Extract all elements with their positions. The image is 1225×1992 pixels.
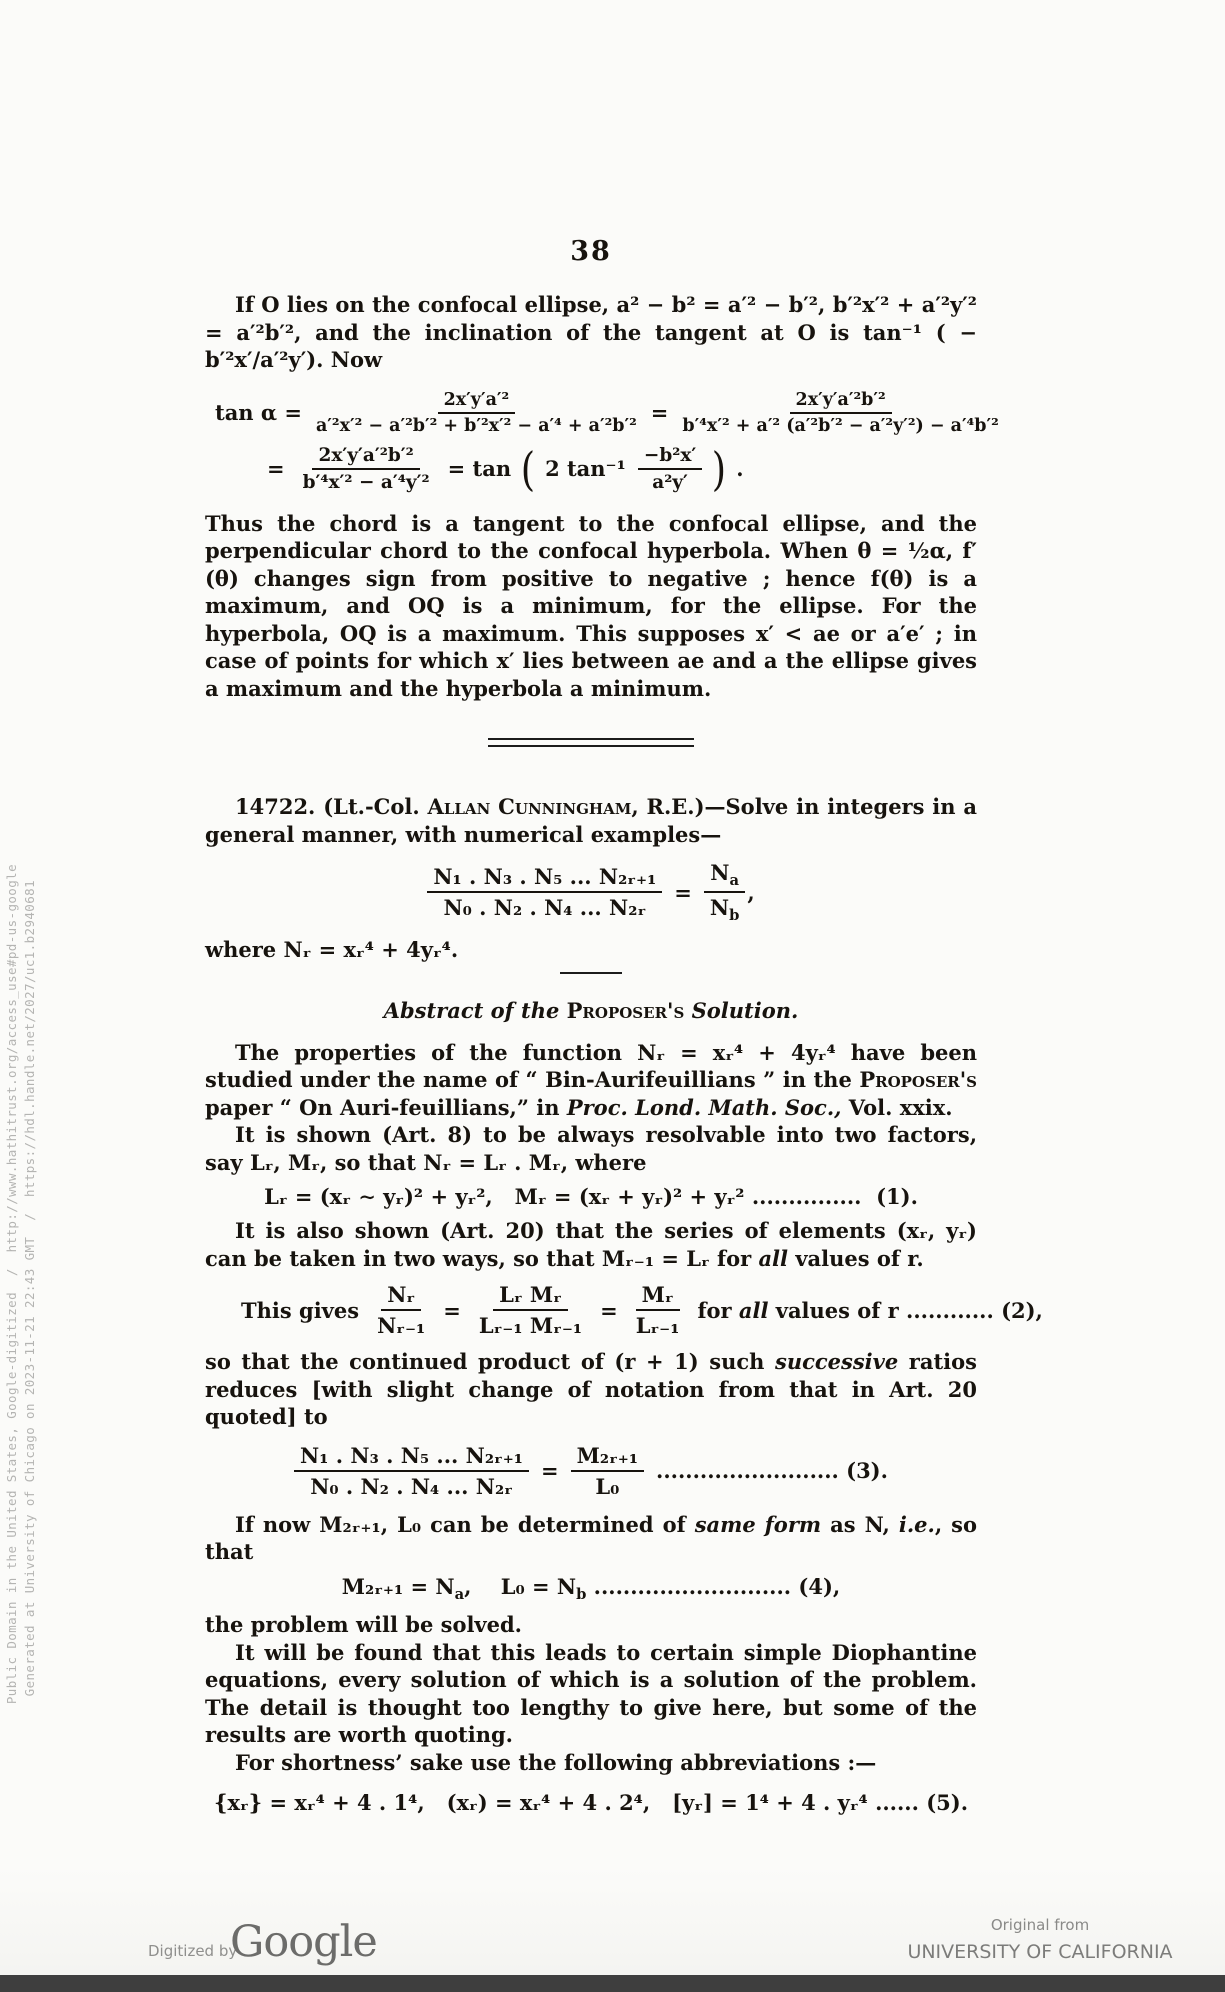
fraction: $\frac{\text{Mᵣ}}{\text{Lᵣ₋₁}}$ <box>635 1282 680 1339</box>
fraction: $\frac{\text{2x′y′a′²b′²}}{\text{b′⁴x′² + a′² (a′²b′² − a′²y′²) − a′⁴b′²}}$ <box>682 389 999 436</box>
paragraph-if-now: If now M₂ᵣ₊₁, L₀ can be determined of same form as N, i.e., so that <box>205 1511 978 1565</box>
proposer-smallcaps: Proposer's <box>566 997 685 1023</box>
open-paren: ( <box>520 441 536 496</box>
page-content-column <box>205 236 1043 1816</box>
paragraph-also-shown: It is also shown (Art. 20) that the series of elements (xᵣ, yᵣ) can be taken in two ways, so that Mᵣ₋₁ = Lᵣ for all values of r. <box>205 1218 977 1271</box>
dotted-leader-label: ......................... (3). <box>656 1458 888 1484</box>
equation-4: M₂ᵣ₊₁ = $N_a$, $L_0 = N_b$ ........................... (4), <box>341 1573 841 1604</box>
fraction: $\frac{N_a}{N_b}$ <box>704 860 745 924</box>
paragraph-problem-solved: the problem will be solved. <box>205 1612 522 1638</box>
problem-number: 14722. <box>235 794 316 819</box>
author-name: Allan Cunningham <box>427 794 632 819</box>
equals-sign: = <box>267 456 285 481</box>
equation-tan-alpha-line2 <box>205 442 977 496</box>
equals-sign: = <box>443 1297 461 1323</box>
equals-sign: = <box>600 1297 618 1323</box>
fraction: $\frac{\text{Nᵣ}}{\text{Nᵣ₋₁}}$ <box>377 1282 426 1339</box>
equation-problem-statement <box>205 860 977 924</box>
digitized-by-label: Digitized by <box>148 1942 238 1960</box>
equation-tan-alpha-line1 <box>205 389 999 436</box>
paragraph-thus-the-chord: Thus the chord is a tangent to the confocal ellipse, and the perpendicular chord to the confocal hyperbola. When θ = ½α, f′(θ) changes sign from positive to negative ; hence f(θ) is a maximum, and OQ is a minimum, for the ellipse. For the hyperbola, OQ is a maximum. This supposes x′ < ae or a′e′ ; in case of points for which x′ lies between ae and a the ellipse gives a maximum and the hyperbola a minimum. <box>205 510 977 701</box>
paragraph-diophantine: It will be found that this leads to certain simple Diophantine equations, every solution of which is a solution of the problem. The detail is thought too lengthy to give here, but some of the results are worth quoting. <box>205 1639 977 1748</box>
paragraph-it-is-shown: It is shown (Art. 8) to be always resolvable into two factors, say Lᵣ, Mᵣ, so that Nᵣ = Lᵣ . Mᵣ, where <box>205 1122 977 1175</box>
public-domain-provenance-text: Public Domain in the United States, Google-digitized / http://www.hathitrust.org/access_use#pd-us-google <box>4 863 19 1704</box>
eq2-lead: This gives <box>241 1297 360 1323</box>
eq2-tail: for all values of r ............ (2), <box>697 1297 1043 1323</box>
fraction: −b²x′ a²y′ <box>638 445 702 493</box>
equals-tan: = tan <box>447 456 512 481</box>
google-logo: Google <box>230 1917 377 1967</box>
generated-timestamp-handle-text: Generated at University of Chicago on 2023-11-21 22:43 GMT / https://hdl.handle.net/2027/uc1.b2940681 <box>22 879 37 1696</box>
page-number: 38 <box>570 236 612 267</box>
fraction: $\frac{\text{M₂ᵣ₊₁}}{\text{L₀}}$ <box>571 1443 644 1499</box>
fraction: $\frac{\text{2x′y′a′²}}{\text{a′²x′² − a′²b′² + b′²x′² − a′⁴ + a′²b′²}}$ <box>315 389 637 436</box>
scan-bottom-edge <box>0 1975 1225 1992</box>
comma: , <box>747 879 755 905</box>
fraction: $\frac{\text{2x′y′a′²b′²}}{\text{b′⁴x′² − a′⁴y′²}}$ <box>302 444 430 493</box>
equals-sign: = <box>674 879 692 905</box>
problem-heading: 14722. (Lt.-Col. Allan Cunningham, R.E.)—Solve in integers in a general manner, with numerical examples— <box>205 794 978 847</box>
paragraph-abbreviations: For shortness’ sake use the following abbreviations :— <box>235 1749 877 1775</box>
equation-1: Lᵣ = (xᵣ ∼ yᵣ)² + yᵣ², Mᵣ = (xᵣ + yᵣ)² + yᵣ² ............... (1). <box>264 1184 918 1210</box>
original-from-label: Original from <box>990 1916 1090 1934</box>
section-divider-double-rule <box>488 738 694 747</box>
equals-sign: = <box>541 1458 559 1484</box>
equation-3 <box>205 1443 977 1499</box>
original-from-block <box>870 1916 1210 1963</box>
journal-name: Proc. Lond. Math. Soc., <box>566 1094 842 1120</box>
fraction: $\frac{\text{N₁ . N₃ . N₅ ... N₂ᵣ₊₁}}{\text{N₀ . N₂ . N₄ ... N₂ᵣ}}$ <box>294 1443 529 1499</box>
paragraph-properties: The properties of the function Nᵣ = xᵣ⁴ + 4yᵣ⁴ have been studied under the name of “ Bin-Aurifeuillians ” in the Proposer's paper “ On Auri-feuillians,” in Proc. Lond. Math. Soc., Vol. xxix. <box>205 1039 977 1120</box>
eq-lead: tan α = <box>215 400 302 425</box>
period: . <box>736 456 744 481</box>
where-clause: where Nᵣ = xᵣ⁴ + 4yᵣ⁴. <box>205 937 459 963</box>
equals-sign: = <box>650 400 669 425</box>
short-rule <box>560 972 622 974</box>
equation-5: {xᵣ} = xᵣ⁴ + 4 . 1⁴, (xᵣ) = xᵣ⁴ + 4 . 2⁴, [yᵣ] = 1⁴ + 4 . yᵣ⁴ ...... (5). <box>213 1790 969 1816</box>
fraction: $\frac{\text{N₁ . N₃ . N₅ ... N₂ᵣ₊₁}}{\text{N₀ . N₂ . N₄ ... N₂ᵣ}}$ <box>427 864 662 920</box>
equation-2 <box>205 1282 1043 1339</box>
abstract-heading: Abstract of the Proposer's Solution. <box>383 997 799 1023</box>
paragraph-confocal-ellipse: If O lies on the confocal ellipse, a² − b² = a′² − b′², b′²x′² + a′²y′² = a′²b′², and the inclination of the tangent at O is tan⁻¹ ( − b′²x′/a′²y′). Now <box>205 292 977 372</box>
arctan-term: 2 tan⁻¹ <box>545 456 626 481</box>
fraction: $\frac{\text{Lᵣ Mᵣ}}{\text{Lᵣ₋₁ Mᵣ₋₁}}$ <box>478 1282 583 1339</box>
university-label: UNIVERSITY OF CALIFORNIA <box>907 1941 1173 1963</box>
close-paren: ) <box>712 441 727 496</box>
paragraph-continued-product: so that the continued product of (r + 1) such successive ratios reduces [with slight change of notation from that in Art. 20 quoted] to <box>205 1349 977 1430</box>
